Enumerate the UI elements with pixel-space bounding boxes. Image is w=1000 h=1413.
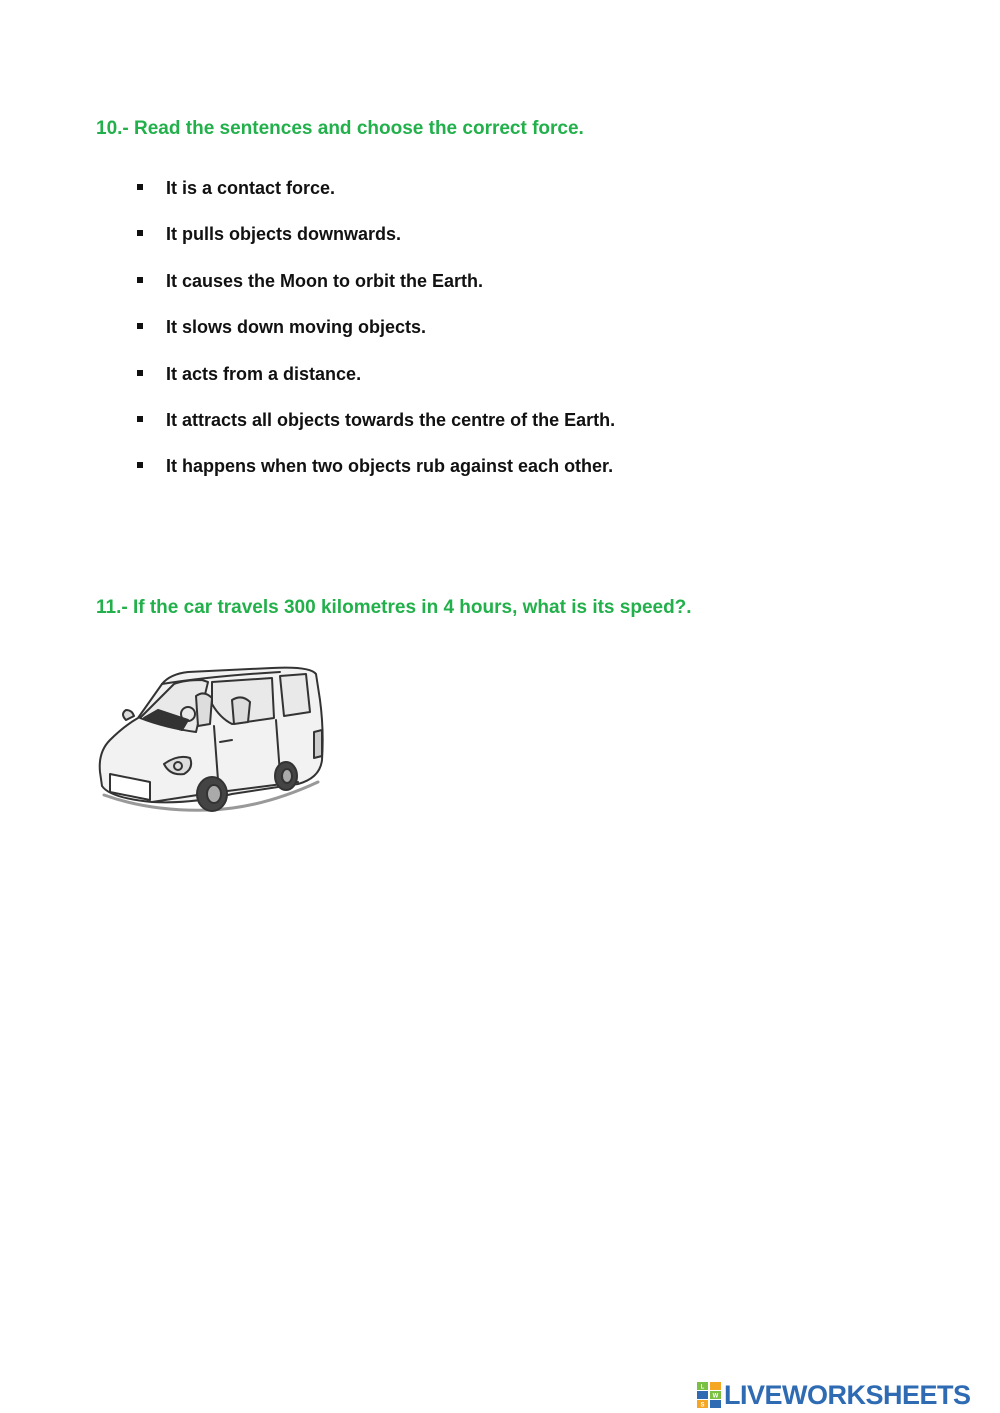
question-11-title: 11.- If the car travels 300 kilometres in 4 hours, what is its speed?. [96,597,692,618]
sentence-text: It is a contact force. [166,178,336,198]
sentence-text: It slows down moving objects. [166,317,427,338]
question-10-title: 10.- Read the sentences and choose the correct force. [96,118,584,139]
logo-letter: L [700,1384,705,1391]
logo-letter: W [712,1393,719,1400]
bullet-square-icon [137,184,143,190]
bullet-square-icon [137,230,143,236]
car-illustration [92,660,328,816]
bullet-square-icon [137,370,143,376]
sentence-text: It happens when two objects rub against each other. [166,456,614,477]
liveworksheets-logo-icon [697,1382,721,1408]
sentence-text: It causes the Moon to orbit the Earth. [166,270,484,291]
bullet-square-icon [137,416,143,422]
logo-text: LIVEWORKSHEETS [724,1379,971,1410]
bullet-square-icon [137,462,143,468]
bullet-square-icon [137,277,143,283]
liveworksheets-logo [697,1378,971,1412]
sentence-text: It pulls objects downwards. [166,224,402,245]
logo-letter: S [700,1402,705,1408]
sentence-text: It acts from a distance. [166,363,362,384]
sentence-text: It attracts all objects towards the centre of the Earth. [166,409,616,430]
bullet-square-icon [137,323,143,329]
